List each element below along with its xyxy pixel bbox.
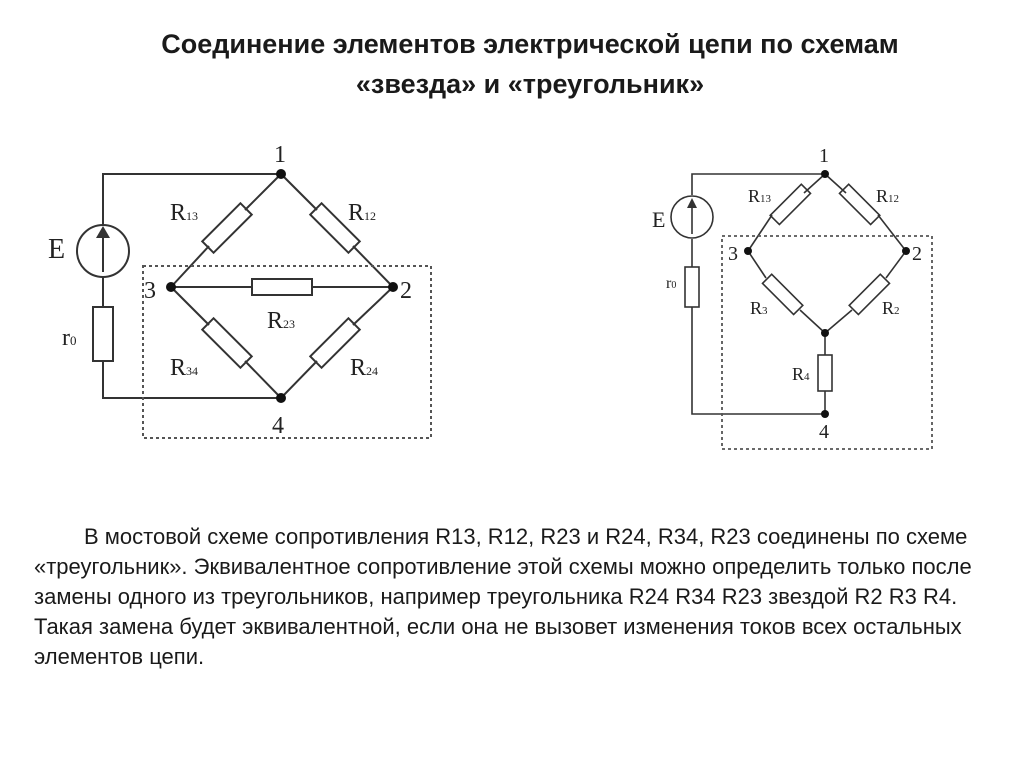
- r23-label: R: [267, 308, 284, 334]
- svg-text:R13: [170, 200, 198, 226]
- svg-text:R3: [750, 298, 768, 318]
- r12-label-right: R: [876, 186, 889, 206]
- node-3-label: 3: [144, 278, 156, 304]
- r2-sub: 2: [894, 305, 900, 317]
- slide-title: [40, 24, 1020, 104]
- circuit-diagrams: [0, 140, 1024, 460]
- resistor-r0-right: [685, 267, 699, 307]
- svg-text:R24: [350, 355, 378, 381]
- node-1-label: 1: [274, 142, 286, 168]
- r12-sub-right: 12: [888, 193, 900, 205]
- r13-sub-right: 13: [760, 193, 772, 205]
- svg-text:r0: [62, 325, 77, 351]
- title-line-2: «звезда» и «треугольник»: [355, 69, 705, 99]
- explanation-paragraph: В мостовой схеме сопротивления R13, R12, R23 и R24, R34, R23 соединены по схеме «треугольник». Эквивалентное сопротивление этой схемы можно определить только после замены одного из треугольников, например треугольника R24 R34 R23 звездой R2 R3 R4. Такая замена будет эквивалентной, если она не вызовет изменения токов всех остальных элементов цепи.: [34, 524, 972, 669]
- r13-sub: 13: [186, 209, 199, 223]
- node-1-label-right: 1: [819, 145, 829, 167]
- r24-sub: 24: [366, 364, 379, 378]
- node-4-label: 4: [272, 413, 284, 439]
- r34-label: R: [170, 355, 187, 381]
- r12-label: R: [348, 200, 365, 226]
- star-equivalent-diagram: [640, 140, 940, 460]
- r4-label: R: [792, 364, 805, 384]
- svg-text:R23: [267, 308, 295, 334]
- resistor-r12-right: [839, 184, 879, 224]
- resistor-r0: [93, 307, 113, 361]
- r13-label-right: R: [748, 186, 761, 206]
- svg-text:R34: [170, 355, 198, 381]
- resistor-r3: [762, 274, 802, 314]
- explanation-text: [34, 522, 994, 672]
- r23-sub: 23: [283, 317, 296, 331]
- node-3-label-right: 3: [728, 243, 738, 265]
- svg-text:r0: [666, 275, 676, 292]
- r3-label: R: [750, 298, 763, 318]
- r3-sub: 3: [762, 305, 768, 317]
- node-4-label-right: 4: [819, 421, 829, 443]
- svg-text:R2: [882, 298, 900, 318]
- node-2-label: 2: [400, 278, 412, 304]
- r0-sub: 0: [70, 333, 77, 348]
- svg-text:R12: [348, 200, 376, 226]
- resistor-r13-right: [770, 184, 810, 224]
- bridge-circuit-diagram: [0, 140, 520, 460]
- resistor-r13: [202, 203, 251, 252]
- r2-label: R: [882, 298, 895, 318]
- r12-sub: 12: [364, 209, 377, 223]
- svg-text:R12: [876, 186, 899, 206]
- title-line-1: Соединение элементов электрической цепи по схемам: [161, 29, 899, 59]
- resistor-r4: [818, 355, 832, 391]
- source-label-right: E: [652, 207, 666, 232]
- resistor-r23: [252, 279, 312, 295]
- node-2-label-right: 2: [912, 243, 922, 265]
- resistor-r34: [202, 318, 251, 367]
- r0-label-right: r: [666, 275, 672, 292]
- r24-label: R: [350, 355, 367, 381]
- source-label: E: [48, 234, 66, 265]
- r34-sub: 34: [186, 364, 199, 378]
- r4-sub: 4: [804, 371, 810, 383]
- r0-sub-right: 0: [671, 280, 677, 291]
- r13-label: R: [170, 200, 187, 226]
- svg-text:R4: [792, 364, 810, 384]
- r0-label: r: [62, 325, 70, 351]
- svg-text:R13: [748, 186, 772, 206]
